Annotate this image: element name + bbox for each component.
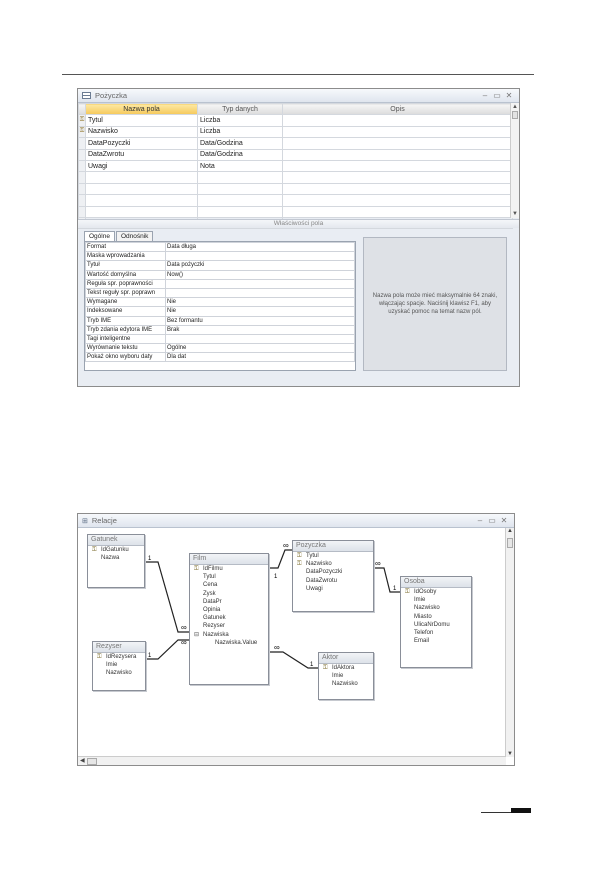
field-name-cell[interactable]: Tytul — [86, 115, 198, 126]
field-name-cell[interactable]: DataPozyczki — [86, 138, 198, 149]
scroll-left-icon[interactable]: ◀ — [80, 758, 85, 764]
scroll-up-icon[interactable]: ▲ — [507, 528, 513, 534]
property-row[interactable] — [86, 307, 355, 316]
cardinality-one: 1 — [148, 556, 152, 562]
field-item[interactable]: UlicaNrDomu — [414, 621, 450, 628]
field-item[interactable]: ⚿ IdRezysera — [93, 653, 145, 661]
page-marker — [511, 808, 531, 813]
property-row[interactable] — [86, 261, 355, 270]
primary-key-icon: ⚿ — [79, 115, 86, 126]
data-type-cell[interactable]: Data/Godzina — [198, 149, 283, 160]
field-item[interactable]: Gatunek — [203, 615, 226, 622]
description-cell[interactable] — [283, 126, 513, 137]
field-item[interactable]: Imie — [332, 673, 344, 680]
table-title[interactable]: Gatunek — [88, 535, 144, 546]
maximize-icon[interactable]: ▭ — [488, 516, 496, 525]
cardinality-many: ∞ — [375, 559, 381, 568]
property-row[interactable] — [86, 353, 355, 362]
field-item[interactable]: Imie — [414, 597, 426, 604]
scroll-thumb[interactable] — [87, 758, 97, 765]
tab-general[interactable]: Ogólne — [84, 231, 115, 241]
property-name: Tryb IME — [86, 316, 166, 325]
property-value[interactable] — [166, 334, 355, 343]
field-name-cell[interactable]: DataZwrotu — [86, 149, 198, 160]
field-item[interactable]: Nazwiska.Value — [215, 639, 258, 646]
scroll-thumb[interactable] — [507, 538, 513, 548]
relations-icon: ⊞ — [82, 517, 88, 525]
minimize-icon[interactable]: – — [477, 516, 483, 525]
property-name: Format — [86, 243, 166, 252]
field-item[interactable]: Zysk — [203, 590, 216, 597]
property-name: Tekst reguły spr. poprawn — [86, 288, 166, 297]
table-row[interactable] — [79, 138, 513, 149]
design-titlebar — [78, 89, 519, 103]
table-title[interactable]: Film — [190, 554, 268, 565]
relation-line — [269, 550, 292, 568]
table-row[interactable] — [79, 115, 513, 126]
field-properties-caption: Właściwości pola — [78, 219, 519, 228]
field-item[interactable]: Nazwa — [101, 555, 120, 562]
table-aktor[interactable] — [318, 652, 374, 700]
row-selector[interactable] — [79, 149, 86, 160]
field-item[interactable]: Email — [414, 638, 430, 645]
row-selector-header[interactable] — [79, 104, 86, 115]
property-name: Wyrównanie tekstu — [86, 344, 166, 353]
cardinality-many: ∞ — [283, 541, 289, 550]
property-value[interactable]: Bez formantu — [166, 316, 355, 325]
grid-scrollbar[interactable] — [510, 103, 519, 218]
field-item[interactable]: Rezyser — [203, 623, 226, 630]
property-row[interactable] — [86, 270, 355, 279]
column-header-data-type[interactable]: Typ danych — [198, 104, 283, 115]
scroll-down-icon[interactable]: ▼ — [507, 751, 513, 757]
column-header-field-name[interactable]: Nazwa pola — [86, 104, 198, 115]
property-row[interactable] — [86, 243, 355, 252]
field-item[interactable]: Cena — [203, 582, 218, 589]
empty-row[interactable] — [79, 206, 513, 217]
help-hint-panel — [363, 237, 507, 371]
table-row[interactable] — [79, 160, 513, 171]
row-selector[interactable] — [79, 138, 86, 149]
empty-row[interactable] — [79, 183, 513, 194]
property-name: Wartość domyślna — [86, 270, 166, 279]
table-title[interactable]: Osoba — [401, 577, 471, 588]
help-hint-text: Nazwa pola może mieć maksymalnie 64 znaki, włączając spacje. Naciśnij klawisz F1, aby uzyskać pomoc na temat nazw pól. — [372, 293, 498, 315]
table-title[interactable]: Aktor — [319, 653, 373, 664]
field-item[interactable]: DataPozyczki — [306, 569, 343, 576]
field-item[interactable]: Opinia — [203, 606, 221, 613]
field-item[interactable]: Telefon — [414, 629, 434, 636]
data-type-cell[interactable]: Liczba — [198, 126, 283, 137]
relations-vertical-scrollbar[interactable] — [505, 528, 514, 757]
field-item[interactable]: ⚿ Tytul — [293, 552, 373, 560]
table-osoba[interactable] — [400, 576, 472, 668]
primary-key-icon: ⚿ — [79, 126, 86, 137]
field-item[interactable]: ⊟ Nazwiska — [190, 631, 268, 639]
header-rule — [62, 74, 534, 75]
property-value[interactable] — [166, 288, 355, 297]
data-type-cell[interactable]: Liczba — [198, 115, 283, 126]
field-item[interactable]: ⚿ IdFilmu — [190, 565, 268, 573]
tab-lookup[interactable]: Odnośnik — [116, 231, 153, 241]
field-item[interactable]: Nazwisko — [414, 605, 440, 612]
property-row[interactable] — [86, 344, 355, 353]
description-cell[interactable] — [283, 115, 513, 126]
field-item[interactable]: ⚿ IdGatunku — [88, 546, 144, 554]
property-value[interactable] — [166, 252, 355, 261]
field-item[interactable]: ⚿ IdOsoby — [401, 588, 471, 596]
relationships-canvas[interactable] — [78, 528, 506, 757]
data-type-cell[interactable]: Data/Godzina — [198, 138, 283, 149]
scroll-down-icon[interactable]: ▼ — [512, 211, 518, 217]
field-name-cell[interactable]: Nazwisko — [86, 126, 198, 137]
property-row[interactable] — [86, 252, 355, 261]
description-cell[interactable] — [283, 138, 513, 149]
field-item[interactable]: DataPr — [203, 598, 222, 605]
property-sheet — [84, 241, 356, 371]
description-cell[interactable] — [283, 149, 513, 160]
property-tabs — [84, 231, 154, 241]
field-item[interactable]: Uwagi — [306, 585, 323, 592]
relation-line — [146, 562, 189, 632]
property-value[interactable] — [166, 279, 355, 288]
relations-horizontal-scrollbar[interactable] — [78, 756, 506, 765]
cardinality-many: ∞ — [274, 643, 280, 652]
field-grid — [78, 103, 513, 218]
property-value[interactable]: Brak — [166, 325, 355, 334]
property-value[interactable]: Now() — [166, 270, 355, 279]
table-row[interactable] — [79, 149, 513, 160]
table-icon — [82, 92, 91, 99]
scroll-up-icon[interactable]: ▲ — [512, 104, 518, 110]
table-gatunek[interactable] — [87, 534, 145, 588]
close-icon[interactable]: ✕ — [505, 91, 513, 100]
property-name: Reguła spr. poprawności — [86, 279, 166, 288]
scroll-thumb[interactable] — [512, 111, 518, 119]
property-row[interactable] — [86, 334, 355, 343]
table-rezyser[interactable] — [92, 641, 146, 691]
data-type-cell[interactable]: Nota — [198, 160, 283, 171]
relationships-window — [77, 513, 515, 766]
relations-window-title: Relacje — [91, 516, 117, 525]
property-row[interactable] — [86, 316, 355, 325]
property-value[interactable]: Dla dat — [166, 353, 355, 362]
property-value[interactable]: Ogólne — [166, 344, 355, 353]
property-name: Tytuł — [86, 261, 166, 270]
table-film[interactable] — [189, 553, 269, 685]
field-item[interactable]: Nazwisko — [106, 670, 132, 677]
table-title[interactable]: Rezyser — [93, 642, 145, 653]
cardinality-one: 1 — [310, 662, 314, 668]
cardinality-many: ∞ — [181, 623, 187, 632]
field-item[interactable]: ⚿ Nazwisko — [293, 560, 373, 568]
field-item[interactable]: DataZwrotu — [306, 577, 338, 584]
table-title[interactable]: Pozyczka — [293, 541, 373, 552]
table-pozyczka[interactable] — [292, 540, 374, 612]
field-item[interactable]: Miasto — [414, 613, 432, 620]
table-design-window — [77, 88, 520, 387]
field-item[interactable]: Tytul — [203, 574, 216, 581]
relations-titlebar — [78, 514, 514, 528]
row-selector[interactable] — [79, 160, 86, 171]
minimize-icon[interactable]: – — [482, 91, 488, 100]
property-name: Pokaż okno wyboru daty — [86, 353, 166, 362]
empty-row[interactable] — [79, 195, 513, 206]
property-value[interactable]: Nie — [166, 298, 355, 307]
cardinality-one: 1 — [274, 574, 278, 580]
property-name: Indeksowane — [86, 307, 166, 316]
property-row[interactable] — [86, 298, 355, 307]
empty-row[interactable] — [79, 172, 513, 183]
property-row[interactable] — [86, 325, 355, 334]
property-value[interactable]: Data długa — [166, 243, 355, 252]
property-name: Wymagane — [86, 298, 166, 307]
property-row[interactable] — [86, 279, 355, 288]
cardinality-one: 1 — [393, 586, 397, 592]
property-name: Maska wprowadzania — [86, 252, 166, 261]
maximize-icon[interactable]: ▭ — [493, 91, 501, 100]
field-name-cell[interactable]: Uwagi — [86, 160, 198, 171]
cardinality-one: 1 — [148, 653, 152, 659]
close-icon[interactable]: ✕ — [500, 516, 508, 525]
property-value[interactable]: Nie — [166, 307, 355, 316]
property-name: Tryb zdania edytora IME — [86, 325, 166, 334]
cardinality-many: ∞ — [181, 638, 187, 647]
property-value[interactable]: Data pożyczki — [166, 261, 355, 270]
field-item[interactable]: Imie — [106, 662, 118, 669]
field-item[interactable]: ⚿ IdAktora — [319, 664, 373, 672]
table-row[interactable] — [79, 126, 513, 137]
column-header-description[interactable]: Opis — [283, 104, 513, 115]
property-row[interactable] — [86, 288, 355, 297]
design-window-title: Pożyczka — [95, 91, 128, 100]
description-cell[interactable] — [283, 160, 513, 171]
field-item[interactable]: Nazwisko — [332, 681, 358, 688]
property-name: Tagi inteligentne — [86, 334, 166, 343]
